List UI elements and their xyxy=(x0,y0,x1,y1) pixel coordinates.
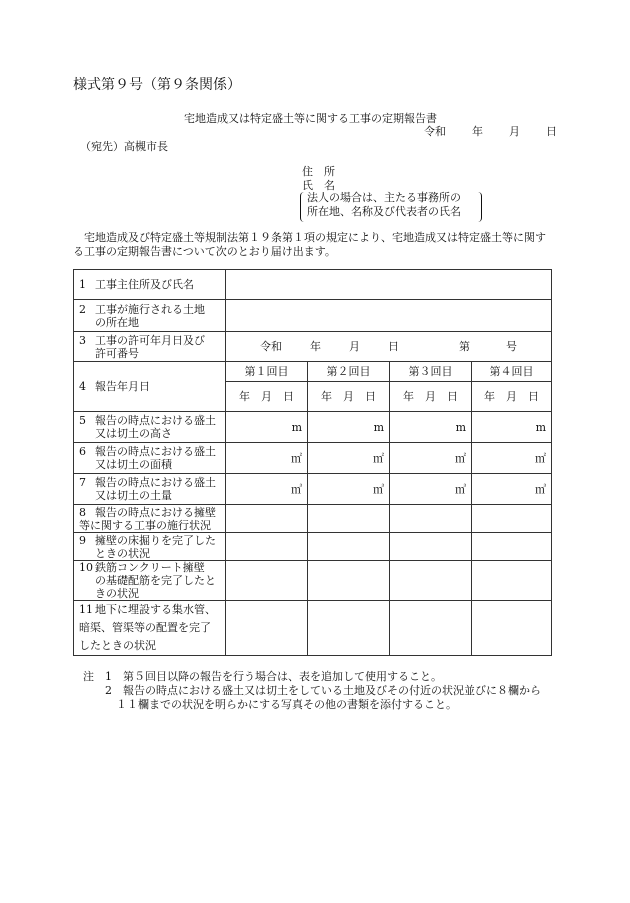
row-number: 5 xyxy=(79,414,86,427)
wall-status-3[interactable] xyxy=(390,505,472,533)
table-row xyxy=(74,443,552,474)
permit-year: 年 xyxy=(310,340,321,353)
area-field-1[interactable]: ㎡ xyxy=(226,443,308,474)
height-field-3[interactable]: m xyxy=(390,412,472,443)
row-number: 6 xyxy=(79,445,86,458)
row-label-line: 工事主住所及び氏名 xyxy=(95,278,194,291)
note-text: 第５回目以降の報告を行う場合は、表を追加して使用すること。 xyxy=(123,670,442,683)
permit-field[interactable] xyxy=(226,332,552,362)
table-row xyxy=(74,505,552,533)
ymd-month: 月 xyxy=(506,390,517,403)
permit-go: 号 xyxy=(506,340,517,353)
rebar-status-4[interactable] xyxy=(472,561,552,601)
addressee: （宛先）高槻市長 xyxy=(80,140,168,153)
row-label xyxy=(74,362,226,412)
permit-dai: 第 xyxy=(459,340,470,353)
report-date-1[interactable] xyxy=(226,382,308,412)
wall-status-2[interactable] xyxy=(308,505,390,533)
notes-label: 注 xyxy=(83,670,94,683)
note-text: １１欄までの状況を明らかにする写真その他の書類を添付すること。 xyxy=(116,698,457,711)
drainage-status-3[interactable] xyxy=(390,601,472,656)
row-number: 11 xyxy=(79,603,93,616)
report-date-3[interactable] xyxy=(390,382,472,412)
wall-status-1[interactable] xyxy=(226,505,308,533)
row-label-line: 工事が施行される土地 xyxy=(95,302,205,316)
date-day: 日 xyxy=(546,125,557,138)
note-number: 1 xyxy=(105,670,112,683)
row-label-line: 報告の時点における盛土 xyxy=(95,476,216,489)
row-label-line: きの状況 xyxy=(95,587,139,600)
row-label-line: 又は切土の面積 xyxy=(95,458,172,471)
row-label-line: 擁壁の床掘りを完了した xyxy=(95,533,216,547)
ymd-day: 日 xyxy=(283,390,294,403)
permit-day: 日 xyxy=(388,340,399,353)
drainage-status-2[interactable] xyxy=(308,601,390,656)
note-1 xyxy=(83,670,541,684)
form-id: 様式第９号（第９条関係） xyxy=(73,77,241,93)
excavation-status-2[interactable] xyxy=(308,533,390,561)
row-number: 3 xyxy=(79,333,86,347)
table-row xyxy=(74,601,552,656)
permit-month: 月 xyxy=(349,340,360,353)
drainage-status-4[interactable] xyxy=(472,601,552,656)
permit-era: 令和 xyxy=(260,340,282,353)
row-label xyxy=(74,474,226,505)
area-field-2[interactable]: ㎡ xyxy=(308,443,390,474)
volume-field-2[interactable]: ㎥ xyxy=(308,474,390,505)
row-number: 8 xyxy=(79,505,86,519)
ymd-day: 日 xyxy=(365,390,376,403)
round-header-4: 第４回目 xyxy=(472,362,552,382)
row-label-line: 鉄筋コンクリート擁壁 xyxy=(95,561,205,574)
height-field-1[interactable]: m xyxy=(226,412,308,443)
ymd-day: 日 xyxy=(447,390,458,403)
drainage-status-1[interactable] xyxy=(226,601,308,656)
row-label-line: 報告の時点における盛土 xyxy=(95,414,216,427)
table-row xyxy=(74,270,552,300)
row-label-line: 工事の許可年月日及び xyxy=(95,333,205,347)
row-label xyxy=(74,505,226,533)
table-row xyxy=(74,533,552,561)
height-field-4[interactable]: m xyxy=(472,412,552,443)
table-row xyxy=(74,412,552,443)
excavation-status-4[interactable] xyxy=(472,533,552,561)
notes xyxy=(83,670,541,712)
row-label-line: の基礎配筋を完了したと xyxy=(95,574,216,587)
row-label-line: の所在地 xyxy=(95,315,139,329)
document-title: 宅地造成又は特定盛土等に関する工事の定期報告書 xyxy=(184,112,437,125)
ymd-year: 年 xyxy=(321,390,332,403)
table-row xyxy=(74,561,552,601)
report-date-2[interactable] xyxy=(308,382,390,412)
rebar-status-3[interactable] xyxy=(390,561,472,601)
ymd-month: 月 xyxy=(425,390,436,403)
table-row xyxy=(74,300,552,332)
excavation-status-1[interactable] xyxy=(226,533,308,561)
row-label xyxy=(74,270,226,300)
note-number: 2 xyxy=(105,684,112,697)
row-label-line: 又は切土の高さ xyxy=(95,427,172,440)
row-label-line: 等に関する工事の施行状況 xyxy=(79,518,211,532)
row-label xyxy=(74,412,226,443)
height-field-2[interactable]: m xyxy=(308,412,390,443)
row-label xyxy=(74,332,226,362)
applicant-block xyxy=(302,165,335,193)
row-number: 4 xyxy=(79,380,86,393)
volume-field-3[interactable]: ㎥ xyxy=(390,474,472,505)
corp-note-line-2: 所在地、名称及び代表者の氏名 xyxy=(307,205,461,218)
excavation-status-3[interactable] xyxy=(390,533,472,561)
name-label: 氏 名 xyxy=(302,179,335,192)
row-number: 10 xyxy=(79,561,93,574)
row-label-line: 許可番号 xyxy=(95,346,139,360)
row-label-line: 報告の時点における擁壁 xyxy=(95,505,216,519)
table-row xyxy=(74,362,552,382)
date-month: 月 xyxy=(509,125,520,138)
date-line xyxy=(424,123,557,139)
wall-status-4[interactable] xyxy=(472,505,552,533)
area-field-3[interactable]: ㎡ xyxy=(390,443,472,474)
table-row xyxy=(74,474,552,505)
row-number: 9 xyxy=(79,533,86,547)
row-number: 7 xyxy=(79,476,86,489)
round-header-1: 第１回目 xyxy=(226,362,308,382)
row-label-line: 報告の時点における盛土 xyxy=(95,445,216,458)
ymd-year: 年 xyxy=(239,390,250,403)
site-location-field[interactable] xyxy=(226,300,552,332)
row-label-line: 地下に埋設する集水管、 xyxy=(95,603,216,616)
row-label xyxy=(74,533,226,561)
row-label xyxy=(74,443,226,474)
row-label-line: 暗渠、管渠等の配置を完了 xyxy=(79,621,211,634)
row-label xyxy=(74,561,226,601)
volume-field-1[interactable]: ㎥ xyxy=(226,474,308,505)
round-header-3: 第３回目 xyxy=(390,362,472,382)
address-label: 住 所 xyxy=(302,165,335,178)
corp-note xyxy=(307,191,461,219)
round-header-2: 第２回目 xyxy=(308,362,390,382)
row-label-line: 報告年月日 xyxy=(95,380,150,393)
rebar-status-1[interactable] xyxy=(226,561,308,601)
ymd-month: 月 xyxy=(343,390,354,403)
area-field-4[interactable]: ㎡ xyxy=(472,443,552,474)
corp-note-line-1: 法人の場合は、主たる事務所の xyxy=(307,191,461,204)
date-era: 令和 xyxy=(424,125,446,138)
note-2 xyxy=(83,684,541,698)
body-text: 宅地造成及び特定盛土等規制法第１９条第１項の規定により、宅地造成又は特定盛土等に関する工事の定期報告書について次のとおり届け出ます。 xyxy=(73,231,546,258)
volume-field-4[interactable]: ㎥ xyxy=(472,474,552,505)
note-2-cont xyxy=(83,698,541,712)
row-number: 1 xyxy=(79,278,86,291)
owner-field[interactable] xyxy=(226,270,552,300)
ymd-day: 日 xyxy=(528,390,539,403)
row-label-line: ときの状況 xyxy=(95,546,150,560)
table-row xyxy=(74,332,552,362)
ymd-month: 月 xyxy=(261,390,272,403)
rebar-status-2[interactable] xyxy=(308,561,390,601)
row-label-line: したときの状況 xyxy=(79,639,156,652)
ymd-year: 年 xyxy=(484,390,495,403)
row-label xyxy=(74,300,226,332)
row-number: 2 xyxy=(79,302,86,316)
row-label-line: 又は切土の土量 xyxy=(95,489,172,502)
date-year: 年 xyxy=(472,125,483,138)
note-text: 報告の時点における盛土又は切土をしている土地及びその付近の状況並びに８欄から xyxy=(123,684,541,697)
report-date-4[interactable] xyxy=(472,382,552,412)
ymd-year: 年 xyxy=(403,390,414,403)
report-table xyxy=(73,269,552,656)
row-label xyxy=(74,601,226,656)
